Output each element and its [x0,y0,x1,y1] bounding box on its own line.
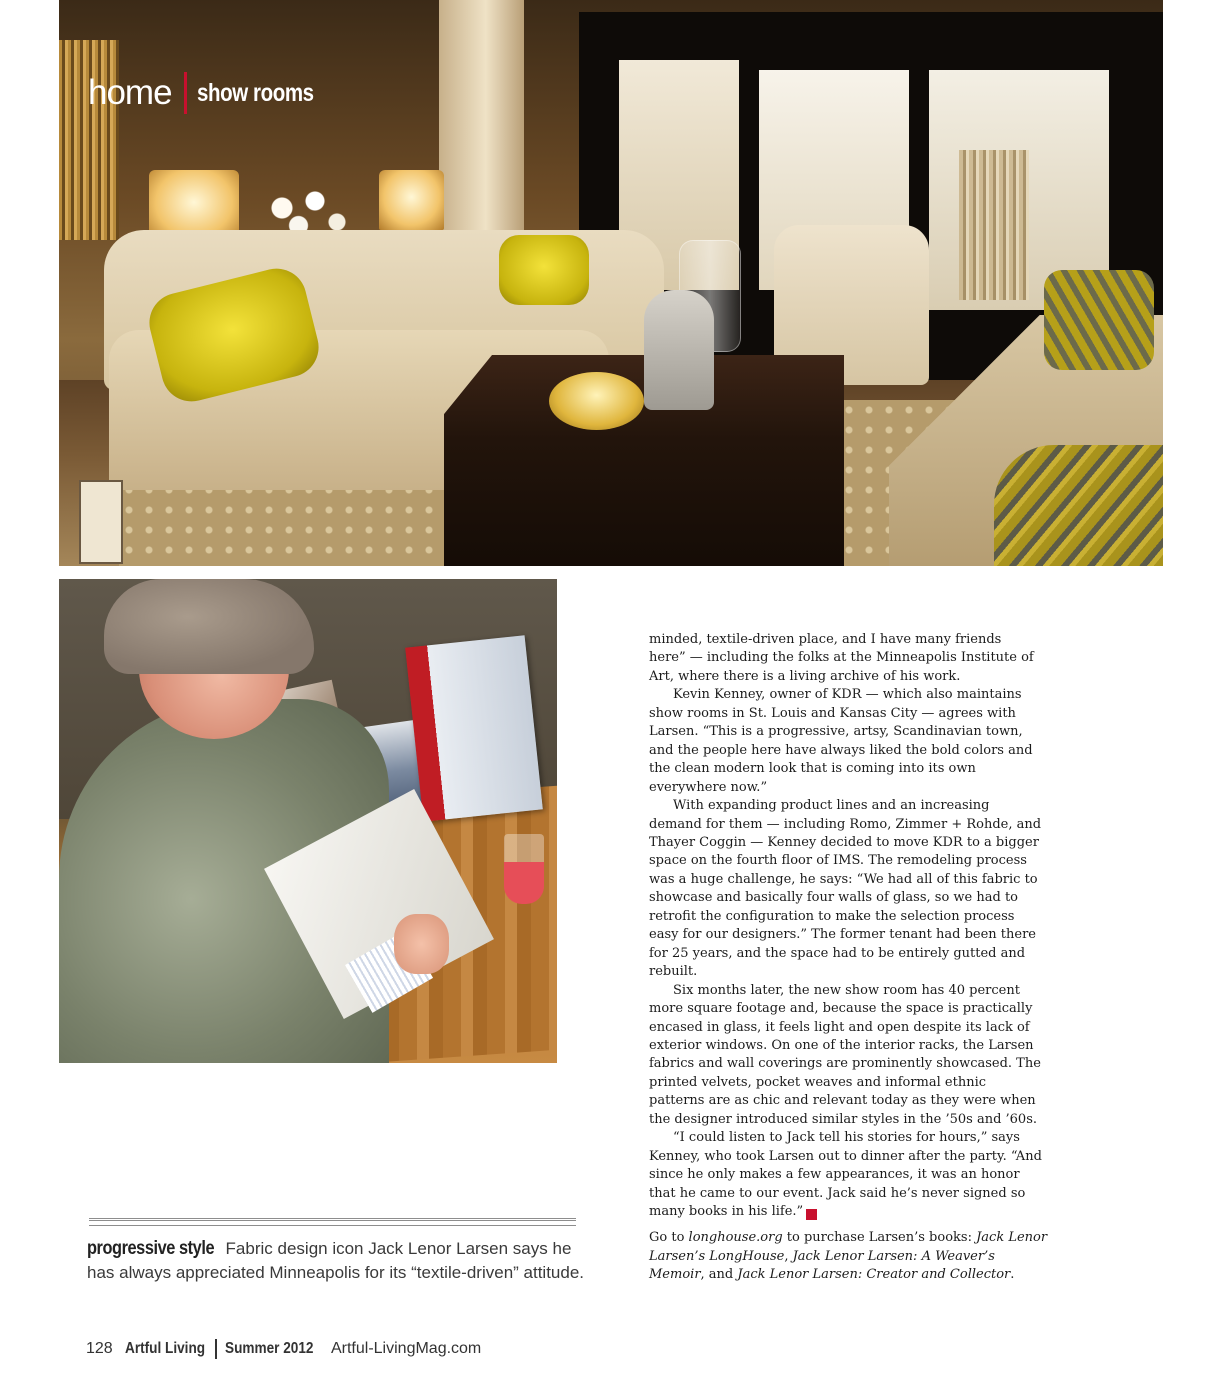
page-footer [86,1339,481,1359]
book-title: Jack Lenor Larsen’s LongHouse [649,1230,1048,1264]
article-paragraph: Six months later, the new show room has 40 percent more square footage and, because the space is practically encased in glass, it feels light and open despite its lack of exterior windows. On one of the interior racks, the Larsen fabrics and wall coverings are prominently showcased. The printed velvets, pocket weaves and informal ethnic patterns are as chic and relevant today as they were when the designer introduced similar styles in the ’50s and ’60s. [649,982,1041,1127]
drink-glass [504,834,544,904]
magazine-url[interactable]: Artful-LivingMag.com [330,1340,482,1357]
note-separator: , [784,1248,793,1264]
sign-rack [79,480,123,564]
note-prefix: Go to [649,1230,689,1245]
red-book [405,635,543,822]
yellow-pillow [499,235,589,305]
note-middle: to purchase Larsen’s books: [782,1230,977,1245]
book-title: Jack Lenor Larsen: A Weaver’s Memoir [649,1248,995,1282]
flat-cap [104,579,314,674]
patterned-pillow [1044,270,1154,370]
section-header [88,72,339,114]
note-end: . [1010,1267,1015,1282]
article-paragraph-text: “I could listen to Jack tell his stories for hours,” says Kenney, who took Larsen out to dinner after the party. “And since he only makes a few appearances, it was an honor that he came to our event. Jack said he’s never signed so many books in his life.” [649,1130,1042,1220]
article-paragraph: With expanding product lines and an increasing demand for them — including Romo, Zimmer + Rohde, and Thayer Coggin — Kenney decided to move KDR to a bigger space on the fourth floor of IMS. The remodeling process was a huge challenge, he says: “We had all of this fabric to showcase and basically four walls of glass, so we had to retrofit the configuration to make the selection process easy for our designers.” The former tenant had been there for 25 years, and the space had to be entirely gutted and rebuilt. [649,798,1042,980]
caption-rule [89,1218,576,1226]
larsen-signing-photo [59,579,557,1063]
books-note [649,1229,1049,1285]
photo-caption [87,1237,587,1285]
fabric-shelf [59,40,119,240]
lamp [379,170,444,230]
section-divider [184,72,187,114]
section-label: home [88,73,172,112]
fabric-curtain [959,150,1029,300]
article-paragraph: Kevin Kenney, owner of KDR — which also maintains show rooms in St. Louis and Kansas City — agrees with Larsen. “This is a progressive, artsy, Scandinavian town, and the people here have always liked the bold colors and the clean modern look that is coming into its own everywhere now.” [649,687,1033,795]
caption-text: Fabric design icon Jack Lenor Larsen says he has always appreciated Minneapolis for its “textile-driven” attitude. [87,1239,585,1282]
magazine-name: Artful Living [124,1340,205,1357]
caption-lead: progressive style [87,1238,215,1259]
end-mark-icon: AL [806,1209,817,1220]
note-separator: , and [700,1267,738,1282]
article-body [649,631,1042,1222]
page-number: 128 [86,1340,113,1357]
article-paragraph-last [649,1129,1042,1221]
patterned-throw [994,445,1163,566]
longhouse-link[interactable]: longhouse.org [688,1230,783,1245]
book-title: Jack Lenor Larsen: Creator and Collector [737,1267,1011,1282]
footer-divider [215,1339,217,1359]
foo-dog-statue [644,290,714,410]
pillar [439,0,524,250]
section-sublabel: show rooms [196,78,314,107]
hand [394,914,449,974]
article-paragraph: minded, textile-driven place, and I have many friends here” — including the folks at the Minneapolis Institute of Art, where there is a living archive of his work. [649,632,1034,684]
issue-date: Summer 2012 [224,1340,314,1357]
gold-bowl [549,372,644,430]
